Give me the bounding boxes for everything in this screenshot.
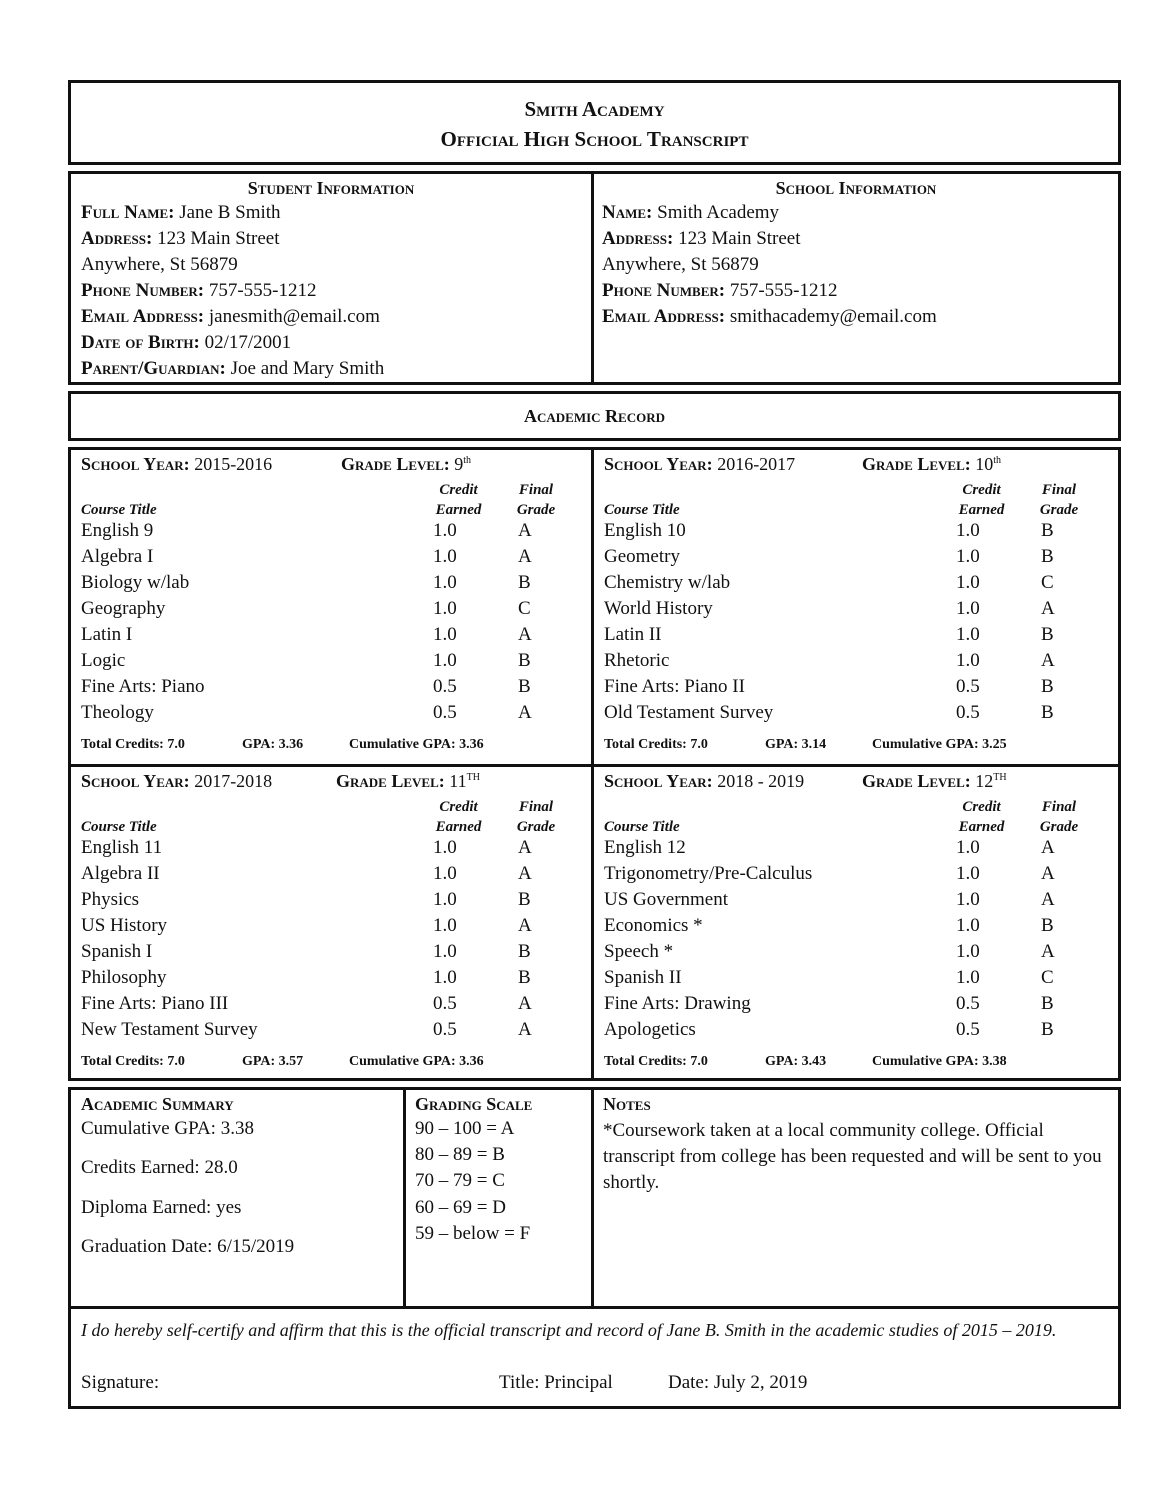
year-gpa: GPA: 3.57: [242, 1054, 304, 1069]
course-title: Spanish II: [604, 967, 682, 988]
course-grade: A: [518, 993, 532, 1014]
summary-section: [68, 1087, 1121, 1409]
school-year-heading: School Year: 2018 - 2019: [604, 771, 805, 791]
course-title: Geography: [81, 598, 166, 619]
final-grade-column-header: Final Grade: [516, 799, 556, 835]
school-year-panel: [594, 450, 1114, 764]
course-title: Fine Arts: Drawing: [604, 993, 751, 1014]
school-year-heading: School Year: 2017-2018: [81, 771, 273, 791]
course-row: [604, 863, 1104, 889]
course-title: Latin I: [81, 624, 133, 645]
course-credit: 1.0: [956, 598, 980, 619]
course-row: [81, 520, 581, 546]
certification-statement: I do hereby self-certify and affirm that this is the official transcript and record of Jane B. Smith in the academic studies of 2015 – 2019.: [81, 1320, 1057, 1340]
course-title-column-header: Course Title: [81, 819, 157, 835]
course-credit: 1.0: [433, 546, 457, 567]
course-title: English 9: [81, 520, 154, 541]
school-email: Email Address: smithacademy@email.com: [602, 306, 937, 327]
course-grade: A: [518, 702, 532, 723]
student-full-name: Full Name: Jane B Smith: [81, 202, 281, 223]
course-credit: 1.0: [956, 572, 980, 593]
notes-heading: Notes: [603, 1094, 651, 1114]
course-grade: B: [1041, 624, 1054, 645]
course-title: New Testament Survey: [81, 1019, 258, 1040]
course-title: Algebra II: [81, 863, 160, 884]
course-row: [81, 676, 581, 702]
course-title: Latin II: [604, 624, 662, 645]
course-grade: A: [518, 863, 532, 884]
final-grade-column-header: Final Grade: [1039, 799, 1079, 835]
grading-scale-row: 90 – 100 = A: [415, 1118, 515, 1139]
course-grade: A: [1041, 837, 1055, 858]
course-credit: 1.0: [433, 837, 457, 858]
course-title: English 12: [604, 837, 686, 858]
course-title-column-header: Course Title: [604, 502, 680, 518]
course-credit: 1.0: [956, 837, 980, 858]
credit-column-header: Credit Earned: [435, 799, 482, 835]
course-row: [604, 676, 1104, 702]
course-credit: 1.0: [433, 520, 457, 541]
course-credit: 1.0: [956, 915, 980, 936]
course-grade: B: [1041, 546, 1054, 567]
transcript-header: [68, 80, 1121, 165]
total-credits: Total Credits: 7.0: [604, 1054, 708, 1069]
date-field: Date: July 2, 2019: [668, 1372, 808, 1393]
school-name: Smith Academy: [524, 97, 665, 121]
course-row: [81, 650, 581, 676]
course-title: Philosophy: [81, 967, 167, 988]
course-row: [604, 993, 1104, 1019]
certification-divider: [71, 1306, 1118, 1309]
school-year-panel: [71, 767, 591, 1081]
total-credits: Total Credits: 7.0: [604, 737, 708, 752]
title-field: Title: Principal: [499, 1372, 613, 1393]
course-grade: A: [518, 1019, 532, 1040]
course-grade: A: [518, 837, 532, 858]
year-gpa: GPA: 3.43: [765, 1054, 827, 1069]
school-info: [594, 174, 1118, 382]
school-year-heading: School Year: 2016-2017: [604, 454, 796, 474]
course-row: [81, 598, 581, 624]
course-title: Fine Arts: Piano II: [604, 676, 745, 697]
course-grade: B: [518, 572, 531, 593]
signature-label: Signature:: [81, 1372, 160, 1393]
grading-scale-row: 60 – 69 = D: [415, 1197, 506, 1218]
cumulative-gpa: Cumulative GPA: 3.38: [872, 1054, 1007, 1069]
course-row: [81, 1019, 581, 1045]
course-row: [604, 702, 1104, 728]
course-credit: 1.0: [433, 598, 457, 619]
course-title: Geometry: [604, 546, 680, 567]
course-grade: A: [1041, 941, 1055, 962]
summary-graduation-date: Graduation Date: 6/15/2019: [81, 1236, 295, 1257]
course-credit: 1.0: [433, 572, 457, 593]
course-row: [604, 889, 1104, 915]
course-title: World History: [604, 598, 713, 619]
course-row: [81, 915, 581, 941]
course-title: Biology w/lab: [81, 572, 190, 593]
final-grade-column-header: Final Grade: [516, 482, 556, 518]
course-credit: 1.0: [956, 624, 980, 645]
credit-column-header: Credit Earned: [435, 482, 482, 518]
course-credit: 0.5: [433, 993, 457, 1014]
course-title: US History: [81, 915, 168, 936]
academic-summary-heading: Academic Summary: [81, 1094, 234, 1114]
course-title: Algebra I: [81, 546, 154, 567]
course-credit: 1.0: [433, 889, 457, 910]
school-phone: Phone Number: 757-555-1212: [602, 280, 838, 301]
course-row: [81, 889, 581, 915]
course-grade: A: [518, 546, 532, 567]
course-row: [604, 1019, 1104, 1045]
course-grade: B: [518, 889, 531, 910]
course-title: English 10: [604, 520, 686, 541]
course-title: Physics: [81, 889, 140, 910]
course-credit: 1.0: [956, 520, 980, 541]
course-credit: 1.0: [433, 650, 457, 671]
academic-record-heading: Academic Record: [524, 406, 665, 426]
grading-scale-row: 80 – 89 = B: [415, 1144, 505, 1165]
course-credit: 1.0: [956, 967, 980, 988]
course-title: Theology: [81, 702, 154, 723]
summary-cumulative-gpa: Cumulative GPA: 3.38: [81, 1118, 254, 1139]
course-credit: 0.5: [956, 993, 980, 1014]
course-grade: B: [518, 676, 531, 697]
course-credit: 0.5: [433, 702, 457, 723]
summary-diploma-earned: Diploma Earned: yes: [81, 1197, 242, 1218]
course-title: Economics *: [604, 915, 703, 936]
course-row: [604, 915, 1104, 941]
total-credits: Total Credits: 7.0: [81, 1054, 185, 1069]
course-grade: A: [518, 915, 532, 936]
course-grade: A: [1041, 650, 1055, 671]
document-title: Official High School Transcript: [440, 127, 749, 151]
course-credit: 0.5: [956, 702, 980, 723]
course-row: [81, 837, 581, 863]
course-title: Rhetoric: [604, 650, 670, 671]
student-parent: Parent/Guardian: Joe and Mary Smith: [81, 358, 385, 379]
year-gpa: GPA: 3.14: [765, 737, 827, 752]
school-address: Address: 123 Main Street: [602, 228, 801, 249]
student-email: Email Address: janesmith@email.com: [81, 306, 380, 327]
grading-scale-row: 70 – 79 = C: [415, 1170, 505, 1191]
course-row: [81, 941, 581, 967]
academic-record-header: [68, 391, 1121, 441]
course-title: Trigonometry/Pre-Calculus: [604, 863, 813, 884]
credit-column-header: Credit Earned: [958, 799, 1005, 835]
grading-scale-row: 59 – below = F: [415, 1223, 531, 1244]
cumulative-gpa: Cumulative GPA: 3.36: [349, 1054, 484, 1069]
course-grade: B: [518, 650, 531, 671]
course-row: [604, 837, 1104, 863]
cumulative-gpa: Cumulative GPA: 3.36: [349, 737, 484, 752]
course-row: [604, 650, 1104, 676]
course-grade: B: [1041, 702, 1054, 723]
notes-text: *Coursework taken at a local community college. Official transcript from college has been requested and will be sent to you shortly.: [603, 1120, 1102, 1193]
student-phone: Phone Number: 757-555-1212: [81, 280, 317, 301]
course-row: [604, 967, 1104, 993]
course-credit: 0.5: [956, 676, 980, 697]
course-row: [81, 702, 581, 728]
grade-level-heading: Grade Level: 10th: [862, 454, 1002, 474]
course-credit: 1.0: [956, 941, 980, 962]
course-title: Spanish I: [81, 941, 153, 962]
student-address: Address: 123 Main Street: [81, 228, 280, 249]
student-address-line2: Anywhere, St 56879: [81, 254, 238, 275]
summary-divider-2: [591, 1090, 594, 1308]
grade-level-heading: Grade Level: 12TH: [862, 771, 1007, 791]
course-credit: 0.5: [956, 1019, 980, 1040]
school-year-heading: School Year: 2015-2016: [81, 454, 273, 474]
school-year-panel: [71, 450, 591, 764]
course-credit: 1.0: [433, 863, 457, 884]
summary-divider-1: [403, 1090, 406, 1308]
course-row: [604, 941, 1104, 967]
course-row: [81, 624, 581, 650]
course-grade: A: [1041, 889, 1055, 910]
grading-scale-heading: Grading Scale: [415, 1094, 533, 1114]
course-grade: A: [518, 520, 532, 541]
course-credit: 1.0: [433, 624, 457, 645]
school-info-heading: School Information: [775, 178, 937, 198]
course-credit: 1.0: [433, 967, 457, 988]
course-grade: C: [518, 598, 531, 619]
student-info-heading: Student Information: [247, 178, 415, 198]
course-title: US Government: [604, 889, 729, 910]
course-grade: C: [1041, 967, 1054, 988]
course-credit: 1.0: [433, 941, 457, 962]
course-title: Old Testament Survey: [604, 702, 774, 723]
school-year-panel: [594, 767, 1114, 1081]
course-grade: B: [1041, 520, 1054, 541]
final-grade-column-header: Final Grade: [1039, 482, 1079, 518]
course-title: Chemistry w/lab: [604, 572, 731, 593]
course-title: Logic: [81, 650, 126, 671]
summary-credits-earned: Credits Earned: 28.0: [81, 1157, 238, 1178]
info-section: [68, 171, 1121, 385]
course-grade: A: [1041, 863, 1055, 884]
course-grade: B: [1041, 676, 1054, 697]
course-row: [81, 546, 581, 572]
course-title: Fine Arts: Piano: [81, 676, 205, 697]
course-title-column-header: Course Title: [604, 819, 680, 835]
course-grade: A: [1041, 598, 1055, 619]
course-row: [81, 572, 581, 598]
course-row: [604, 546, 1104, 572]
total-credits: Total Credits: 7.0: [81, 737, 185, 752]
course-title: Apologetics: [604, 1019, 696, 1040]
course-row: [81, 993, 581, 1019]
cumulative-gpa: Cumulative GPA: 3.25: [872, 737, 1007, 752]
course-grade: B: [1041, 915, 1054, 936]
course-grade: B: [1041, 1019, 1054, 1040]
grade-level-heading: Grade Level: 11TH: [336, 771, 480, 791]
course-row: [604, 624, 1104, 650]
course-credit: 0.5: [433, 1019, 457, 1040]
course-title: Speech *: [604, 941, 674, 962]
course-credit: 1.0: [956, 650, 980, 671]
course-grade: C: [1041, 572, 1054, 593]
credit-column-header: Credit Earned: [958, 482, 1005, 518]
course-row: [81, 967, 581, 993]
school-name-row: Name: Smith Academy: [602, 202, 780, 223]
academic-years-grid: [68, 447, 1121, 1081]
course-title-column-header: Course Title: [81, 502, 157, 518]
course-row: [604, 572, 1104, 598]
course-credit: 1.0: [956, 889, 980, 910]
course-row: [81, 863, 581, 889]
course-grade: B: [518, 967, 531, 988]
course-grade: B: [1041, 993, 1054, 1014]
course-row: [604, 520, 1104, 546]
school-address-line2: Anywhere, St 56879: [602, 254, 759, 275]
course-title: Fine Arts: Piano III: [81, 993, 229, 1014]
course-credit: 1.0: [956, 863, 980, 884]
course-title: English 11: [81, 837, 163, 858]
course-credit: 1.0: [433, 915, 457, 936]
course-grade: B: [518, 941, 531, 962]
course-row: [604, 598, 1104, 624]
course-credit: 1.0: [956, 546, 980, 567]
grade-level-heading: Grade Level: 9th: [341, 454, 472, 474]
year-gpa: GPA: 3.36: [242, 737, 304, 752]
student-dob: Date of Birth: 02/17/2001: [81, 332, 292, 353]
student-info: [71, 174, 591, 382]
course-grade: A: [518, 624, 532, 645]
course-credit: 0.5: [433, 676, 457, 697]
